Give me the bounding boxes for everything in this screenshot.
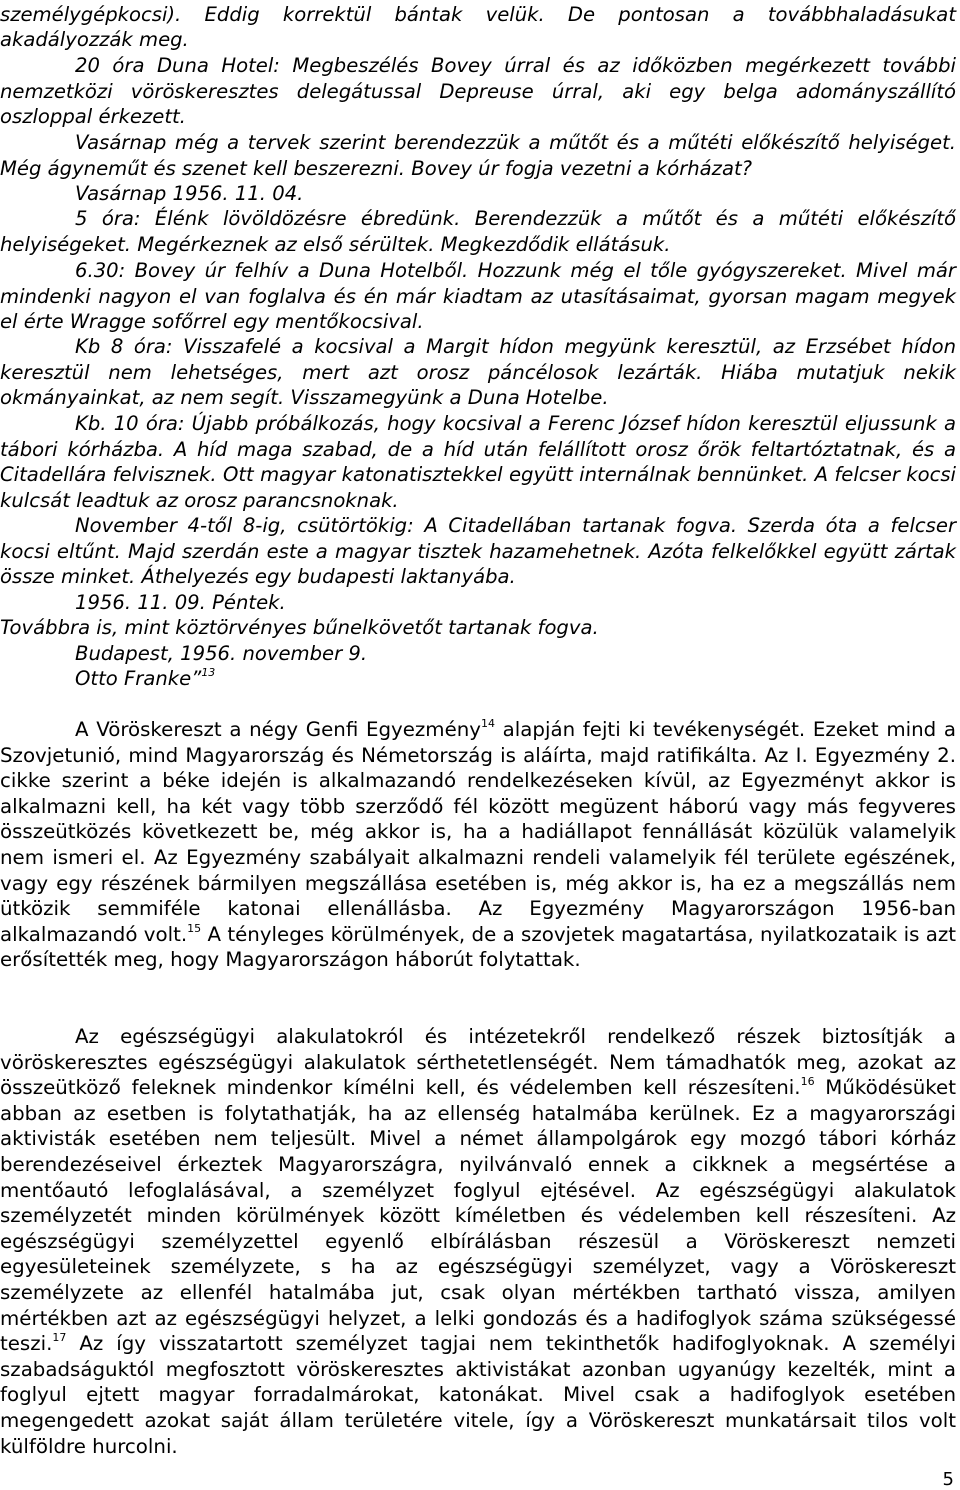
diary-paragraph-1: 20 óra Duna Hotel: Megbeszélés Bovey úrral és az időközben megérkezett további nemzetközi vöröskeresztes delegátussal Depreuse úrral, aki egy belga adományszállító oszloppal érkezett. [0, 54, 956, 128]
footnote-ref-14: 14 [480, 717, 495, 730]
body-paragraph-1 [0, 717, 956, 973]
diary-paragraph-6: Kb 8 óra: Visszafelé a kocsival a Margit hídon megyünk keresztül, az Erzsébet hídon keresztül nem lehetséges, mert azt orosz páncélosok lezárták. Hiába mutatjuk nekik okmányainkat, az nem segít. Visszamegyünk a Duna Hotelbe. [0, 335, 956, 409]
footnote-ref-15: 15 [187, 921, 202, 935]
body-p1-text-c: A tényleges körülmények, de a szovjetek magatartása, nyilatkozataik is azt erősítették meg, hogy Magyarországon háborút folytattak. [0, 922, 957, 972]
diary-date-1: Vasárnap 1956. 11. 04. [75, 182, 304, 205]
body-p2-text-c: Az így visszatartott személyzet tagjai nem tekinthetők hadifoglyoknak. A személyi szabadságuktól megfosztott vöröskeresztes aktivistákat azonban ugyanúgy kezelték, mint a foglyul ejtett magyar forradalmárokat, katonákat. Mivel csak a hadifoglyok esetében megengedett azokat saját állam területére vitele, így a Vöröskereszt munkatársait tilos volt külföldre hurcolni. [0, 1332, 956, 1458]
body-p2-text-b: Működésüket abban az esetben is folytathatják, ha az ellenség hatalmába kerülnek. Ez a magyarországi aktivisták esetében nem teljesült. Mivel a német állampolgárok egy mozgó tábori kórház berendezéseivel érkeztek Magyarországra, nyilvánvaló ennek a cikknek a megsértése a mentőautó lefoglalásával, a személyzet foglyul ejtésével. Az egészségügyi alakulatok személyzetét minden körülmények között kíméletben és védelemben kell részesíteni. Az egészségügyi személyzettel egyenlő elbírálásban részesül a Vöröskereszt nemzeti egyesületeinek személyzete, s ha az egészségügyi személyzet, vagy a Vöröskereszt személyzete az ellenfél hatalmába jut, csak olyan mértékben tartható vissza, amilyen mértékben azt az egészségügyi helyzet, a lelki gondozás és a hadifoglyok száma szükségessé teszi. [0, 1076, 956, 1356]
signature-text: Otto Franke” [75, 667, 202, 690]
diary-paragraph-2: Vasárnap még a tervek szerint berendezzük a műtőt és a műtéti előkészítő helyiséget. Még ágyneműt és szenet kell beszerezni. Bovey úr fogja vezetni a kórházat? [0, 131, 956, 180]
diary-date-2: 1956. 11. 09. Péntek. [75, 591, 286, 614]
diary-paragraph-10: Továbbra is, mint köztörvényes bűnelkövetőt tartanak fogva. [0, 616, 599, 639]
diary-line-0b: akadályozzák meg. [0, 28, 189, 51]
body-p1-text-a: A Vöröskereszt a négy Genfi Egyezmény [75, 718, 481, 741]
footnote-ref-13: 13 [201, 666, 216, 679]
diary-paragraph-5: 6.30: Bovey úr felhív a Duna Hotelből. Hozzunk még el tőle gyógyszereket. Mivel már mindenki nagyon el van foglalva és én már kiadtam az utasításaimat, gyorsan magam megyek el érte Wragge sofőrrel egy mentőkocsival. [0, 259, 956, 333]
footnote-ref-17: 17 [52, 1331, 67, 1345]
body-p1-text-b: alapján fejti ki tevékenységét. Ezeket mind a Szovjetunió, mind Magyarország és Németország is aláírta, majd ratifikálta. Az I. Egyezmény 2. cikke szerint a béke idején is alkalmazandó rendelkezéseken kívül, az Egyezményt akkor is alkalmazni kell, ha két vagy több szerződő fél között megüzent háború vagy más fegyveres összeütközés következett be, még akkor is, ha a hadiállapot fennállását közülük valamelyik nem ismeri el. Az Egyezmény szabályait alkalmazni rendeli valamelyik fél területe egészének, vagy egy részének bármilyen megszállása esetében is, még akkor is, ha ez a megszállás nem ütközik semmiféle katonai ellenállásba. Az Egyezmény Magyarországon 1956-ban alkalmazandó volt. [0, 718, 956, 946]
diary-paragraph-8: November 4-től 8-ig, csütörtökig: A Citadellában tartanak fogva. Szerda óta a felcser kocsi eltűnt. Majd szerdán este a magyar tisztek hazamehetnek. Azóta felkelőkkel együtt zártak össze minket. Áthelyezés egy budapesti laktanyába. [0, 514, 956, 588]
diary-paragraph-4: 5 óra: Élénk lövöldözésre ébredünk. Berendezzük a műtőt és a műtéti előkészítő helyiségeket. Megérkeznek az első sérültek. Megkezdődik ellátásuk. [0, 207, 956, 256]
footnote-ref-16: 16 [800, 1075, 815, 1089]
diary-paragraph-7: Kb. 10 óra: Újabb próbálkozás, hogy kocsival a Ferenc József hídon keresztül eljussunk a tábori kórházba. A híd maga szabad, de a híd után felállított orosz őrök feltartóztatnak, és a Citadellára felvisznek. Ott magyar katonatisztekkel együtt internálnak bennünket. A felcser kocsi kulcsát leadtuk az orosz parancsnoknak. [0, 412, 956, 512]
diary-signature [0, 666, 956, 692]
body-paragraph-2 [0, 1024, 956, 1459]
diary-line-0a: személygépkocsi). Eddig korrektül bántak velük. De pontosan a továbbhaladásukat [0, 3, 956, 26]
page-number: 5 [942, 1469, 954, 1490]
diary-place-date: Budapest, 1956. november 9. [75, 642, 368, 665]
body-p2-text-a: Az egészségügyi alakulatokról és intézetekről rendelkező részek biztosítják a vöröskeresztes egészségügyi alakulatok sérthetetlenségét. Nem támadhatók meg, azokat az összeütköző feleknek mindenkor kímélni kell, és védelemben kell részesíteni. [0, 1025, 956, 1100]
